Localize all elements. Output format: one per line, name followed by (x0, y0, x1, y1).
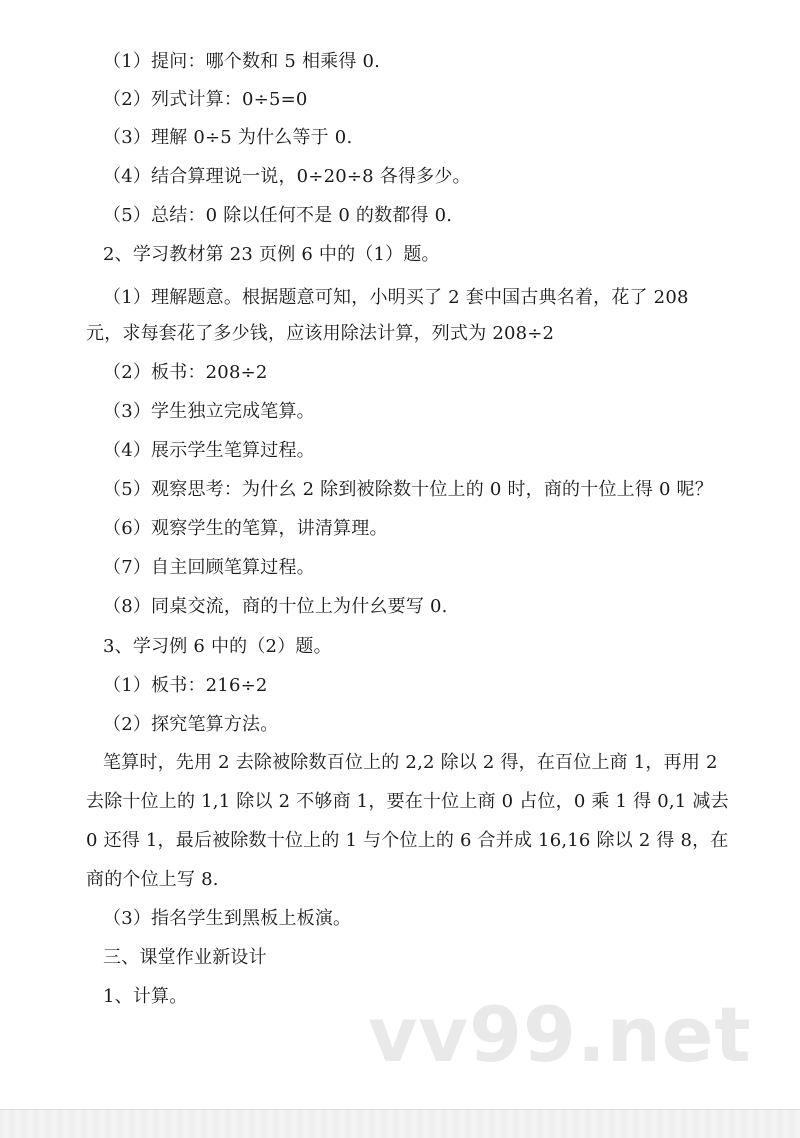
step-explore: （2）探究笔算方法。 (103, 714, 279, 735)
watermark: vv99.net (368, 990, 752, 1079)
step-review: （7）自主回顾笔算过程。 (103, 557, 315, 578)
step-board-208: （2）板书：208÷2 (103, 362, 268, 383)
section-homework-heading: 三、课堂作业新设计 (103, 947, 267, 968)
step-blackboard: （3）指名学生到黑板上板演。 (103, 908, 352, 929)
step-observe-explain: （6）观察学生的笔算，讲清算理。 (103, 518, 388, 539)
step-independent: （3）学生独立完成笔算。 (103, 401, 315, 422)
para-method-1: 笔算时，先用 2 去除被除数百位上的 2,2 除以 2 得，在百位上商 1，再用 2 (103, 752, 718, 773)
homework-item-1: 1、计算。 (103, 986, 188, 1007)
para-understand-1: （1）理解题意。根据题意可知，小明买了 2 套中国古典名着，花了 208 (103, 287, 689, 308)
step-4-discuss: （4）结合算理说一说，0÷20÷8 各得多少。 (103, 166, 471, 187)
step-exchange: （8）同桌交流，商的十位上为什幺要写 0. (103, 596, 448, 617)
page-bottom-edge (0, 1109, 800, 1138)
step-2-calculation: （2）列式计算：0÷5=0 (103, 89, 308, 110)
para-method-3: 0 还得 1，最后被除数十位上的 1 与个位上的 6 合并成 16,16 除以 2 得 8，在 (86, 830, 729, 851)
step-observe-think: （5）观察思考：为什幺 2 除到被除数十位上的 0 时，商的十位上得 0 呢？ (103, 479, 713, 500)
section-2-heading: 2、学习教材第 23 页例 6 中的（1）题。 (103, 244, 440, 265)
para-method-4: 商的个位上写 8. (86, 869, 219, 890)
para-understand-2: 元，求每套花了多少钱，应该用除法计算，列式为 208÷2 (86, 323, 555, 344)
section-3-heading: 3、学习例 6 中的（2）题。 (103, 636, 332, 657)
step-3-understand: （3）理解 0÷5 为什么等于 0. (103, 127, 353, 148)
step-board-216: （1）板书：216÷2 (103, 675, 268, 696)
step-1-question: （1）提问：哪个数和 5 相乘得 0. (103, 51, 381, 72)
step-5-summary: （5）总结：0 除以任何不是 0 的数都得 0. (103, 205, 453, 226)
para-method-2: 去除十位上的 1,1 除以 2 不够商 1，要在十位上商 0 占位，0 乘 1 得 0,1 减去 (86, 791, 729, 812)
step-show-process: （4）展示学生笔算过程。 (103, 440, 315, 461)
